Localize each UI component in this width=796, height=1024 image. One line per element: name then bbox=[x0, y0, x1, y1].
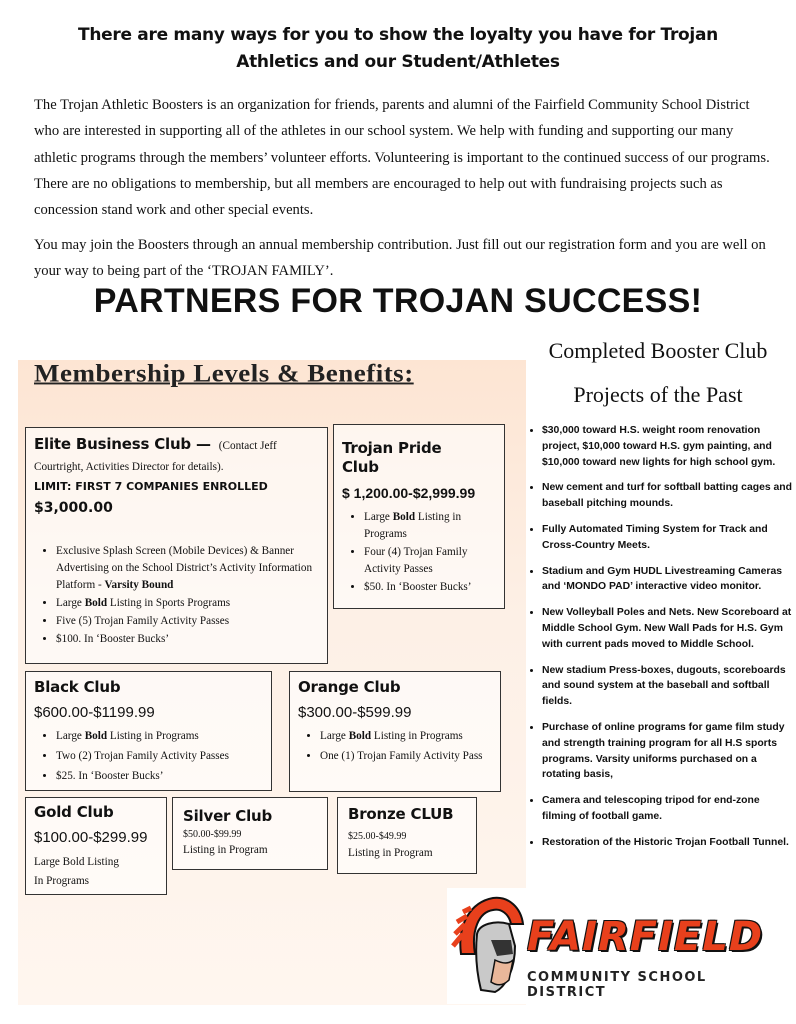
orange-club-box bbox=[289, 671, 501, 792]
logo-subtitle: COMMUNITY SCHOOL DISTRICT bbox=[527, 970, 707, 1000]
gold-club-line-2: In Programs bbox=[34, 875, 89, 887]
headline-line-2: Athletics and our Student/Athletes bbox=[236, 52, 560, 72]
list-item: • Exclusive Splash Screen (Mobile Devices) & Banner Advertising on the School District’s Activity Information Platform - Varsity Bound bbox=[56, 543, 319, 594]
trojan-pride-club-box bbox=[333, 424, 505, 609]
elite-business-club-box bbox=[25, 427, 328, 664]
list-item: • Camera and telescoping tripod for end-zone filming of football game. bbox=[542, 793, 792, 825]
bronze-club-box bbox=[337, 797, 477, 874]
projects-title-line-2: Projects of the Past bbox=[573, 382, 743, 407]
list-item: • Five (5) Trojan Family Activity Passes bbox=[56, 613, 319, 630]
list-item: • Fully Automated Timing System for Track and Cross-Country Meets. bbox=[542, 522, 792, 554]
gold-club-name: Gold Club bbox=[34, 803, 114, 821]
list-item: • Large Bold Listing in Programs bbox=[320, 727, 492, 746]
list-item: • Two (2) Trojan Family Activity Passes bbox=[56, 747, 263, 766]
gold-club-box bbox=[25, 797, 167, 895]
gold-club-price: $100.00-$299.99 bbox=[34, 829, 148, 846]
orange-club-benefits bbox=[298, 727, 492, 766]
elite-club-limit: LIMIT: FIRST 7 COMPANIES ENROLLED bbox=[34, 480, 268, 493]
pride-club-benefits bbox=[342, 509, 496, 596]
list-item: • $50. In ‘Booster Bucks’ bbox=[364, 579, 496, 596]
silver-club-price: $50.00-$99.99 bbox=[183, 829, 242, 840]
list-item: • Four (4) Trojan Family Activity Passes bbox=[364, 544, 496, 578]
headline-line-1: There are many ways for you to show the loyalty you have for Trojan bbox=[78, 25, 718, 45]
membership-heading: Membership Levels & Benefits: bbox=[34, 358, 414, 388]
list-item: • One (1) Trojan Family Activity Pass bbox=[320, 747, 492, 766]
black-club-benefits bbox=[34, 727, 263, 786]
projects-title-line-1: Completed Booster Club bbox=[548, 338, 768, 363]
list-item: • New stadium Press-boxes, dugouts, scoreboards and sound system at the baseball and softball fields. bbox=[542, 663, 792, 710]
projects-list bbox=[518, 423, 792, 861]
list-item: • Purchase of online programs for game film study and strength training program for all H.S sports programs. Varsity uniforms purchased on a rotating basis, bbox=[542, 720, 792, 783]
silver-club-name: Silver Club bbox=[183, 807, 273, 825]
elite-club-price: $3,000.00 bbox=[34, 500, 113, 516]
gold-club-line-1: Large Bold Listing bbox=[34, 856, 119, 868]
logo-wordmark: FAIRFIELD bbox=[527, 914, 764, 960]
headline bbox=[30, 22, 766, 76]
list-item: • Stadium and Gym HUDL Livestreaming Cameras and ‘MONDO PAD’ interactive video monitor. bbox=[542, 564, 792, 596]
black-club-box bbox=[25, 671, 272, 791]
intro-paragraph-1: The Trojan Athletic Boosters is an organization for friends, parents and alumni of the Fairfield Community School District who are interested in supporting all of the athletes in our school system. We help with funding and supporting our many athletic programs through the members’ volunteer efforts. Volunteering is important to the continued success of our programs. There are no obligations to membership, but all members are encouraged to help out with fundraising projects such as concession stand work and other special events. bbox=[34, 97, 770, 219]
list-item: • Restoration of the Historic Trojan Football Tunnel. bbox=[542, 835, 792, 851]
bronze-club-name: Bronze CLUB bbox=[348, 805, 454, 823]
bronze-club-price: $25.00-$49.99 bbox=[348, 831, 407, 842]
list-item: • $30,000 toward H.S. weight room renovation project, $10,000 toward H.S. gym painting, and $10,000 toward new lights for high school gym. bbox=[542, 423, 792, 470]
elite-club-contact: (Contact Jeff Courtright, Activities Director for details). bbox=[34, 440, 277, 473]
elite-club-benefits bbox=[34, 543, 319, 648]
elite-club-name: Elite Business Club — bbox=[34, 435, 211, 453]
silver-club-line-1: Listing in Program bbox=[183, 844, 268, 856]
silver-club-box bbox=[172, 797, 328, 870]
list-item: • New cement and turf for softball batting cages and baseball pitching mounds. bbox=[542, 480, 792, 512]
trojan-helmet-icon bbox=[451, 894, 529, 1000]
list-item: • Large Bold Listing in Programs bbox=[56, 727, 263, 746]
pride-club-price: $ 1,200.00-$2,999.99 bbox=[342, 485, 476, 501]
list-item: • $100. In ‘Booster Bucks’ bbox=[56, 631, 319, 648]
list-item: • Large Bold Listing in Sports Programs bbox=[56, 595, 319, 612]
list-item: • New Volleyball Poles and Nets. New Scoreboard at Middle School Gym. New Wall Pads for H.S. Gym with current pads moved to Middle School. bbox=[542, 605, 792, 652]
pride-club-name: Trojan Pride Club bbox=[342, 439, 442, 476]
black-club-name: Black Club bbox=[34, 678, 121, 696]
orange-club-name: Orange Club bbox=[298, 678, 401, 696]
bronze-club-line-1: Listing in Program bbox=[348, 847, 433, 859]
list-item: • Large Bold Listing in Programs bbox=[364, 509, 496, 543]
orange-club-price: $300.00-$599.99 bbox=[298, 704, 412, 721]
intro-paragraph-2: You may join the Boosters through an annual membership contribution. Just fill out our registration form and you are well on your way to being part of the ‘TROJAN FAMILY’. bbox=[34, 237, 766, 280]
partners-title: PARTNERS FOR TROJAN SUCCESS! bbox=[93, 282, 703, 320]
black-club-price: $600.00-$1199.99 bbox=[34, 704, 155, 721]
fairfield-logo bbox=[447, 888, 775, 1004]
list-item: • $25. In ‘Booster Bucks’ bbox=[56, 767, 263, 786]
